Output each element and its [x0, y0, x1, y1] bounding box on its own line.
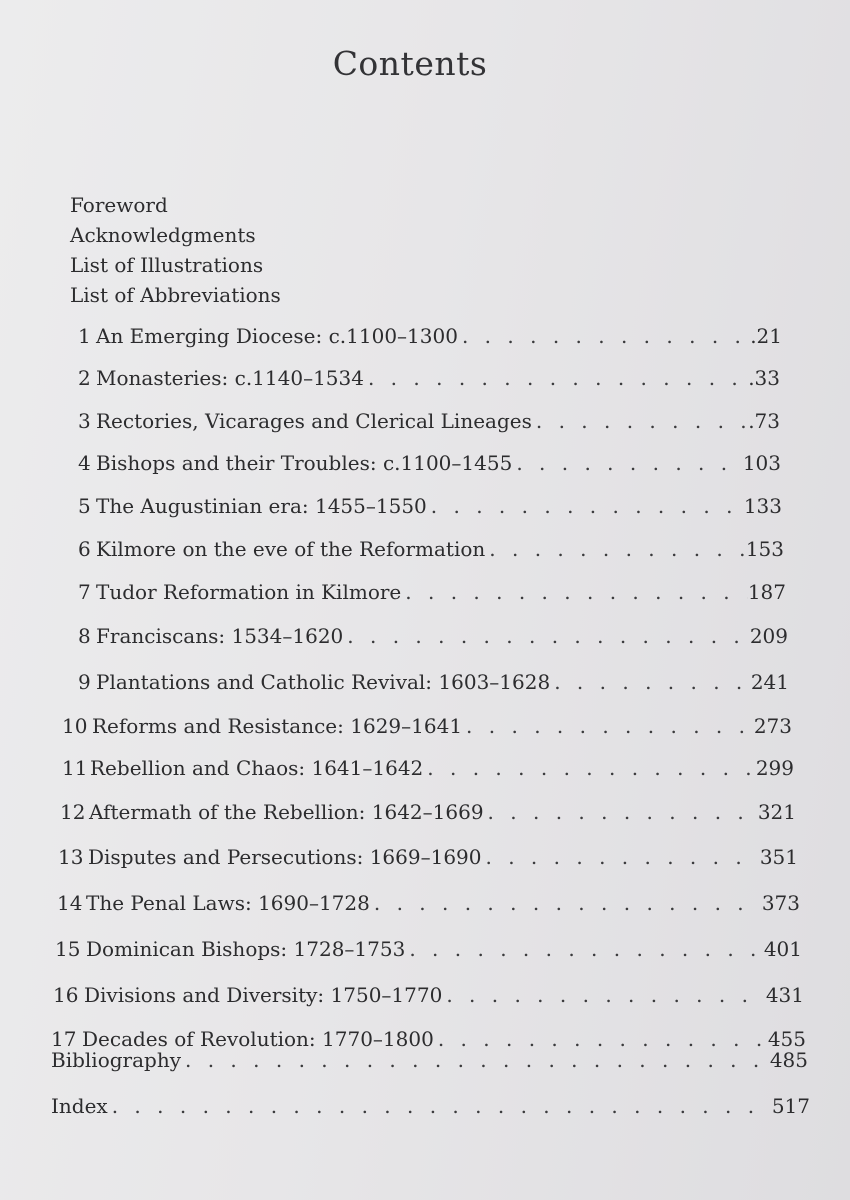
page-number: 299	[755, 756, 794, 780]
dot-leader	[181, 1048, 770, 1072]
chapter-title: Kilmore on the eve of the Reformation	[96, 537, 486, 561]
chapter-title: Divisions and Diversity: 1750–1770	[84, 983, 443, 1007]
chapter-title: Reforms and Resistance: 1629–1641	[92, 714, 463, 738]
page-number: 431	[765, 983, 804, 1007]
toc-entry	[78, 624, 788, 648]
dot-leader	[364, 366, 748, 390]
dot-leader	[343, 624, 750, 648]
front-matter-item: List of Abbreviations	[70, 283, 281, 307]
toc-entry	[51, 1094, 810, 1118]
toc-entry	[78, 537, 784, 561]
page-number: 455	[767, 1027, 806, 1051]
chapter-number: 3	[78, 409, 91, 433]
chapter-title: The Penal Laws: 1690–1728	[86, 891, 370, 915]
dot-leader	[462, 714, 754, 738]
chapter-title: Dominican Bishops: 1728–1753	[86, 937, 406, 961]
chapter-title: Tudor Reformation in Kilmore	[96, 580, 402, 604]
chapter-title: An Emerging Diocese: c.1100–1300	[96, 324, 458, 348]
toc-entry	[62, 714, 792, 738]
dot-leader	[423, 756, 756, 780]
chapter-number: 11	[62, 756, 88, 780]
dot-leader	[405, 937, 763, 961]
page-number: 321	[757, 800, 796, 824]
toc-entry	[57, 891, 800, 915]
chapter-number: 14	[57, 891, 83, 915]
dot-leader	[532, 409, 748, 433]
page-number: 103	[742, 451, 781, 475]
section-title: Index	[51, 1094, 108, 1118]
page-number: 273	[753, 714, 792, 738]
chapter-number: 13	[58, 845, 84, 869]
dot-leader	[512, 451, 743, 475]
chapter-number: 6	[78, 537, 91, 561]
toc-entry	[53, 983, 804, 1007]
chapter-title: Aftermath of the Rebellion: 1642–1669	[89, 800, 484, 824]
section-title: Bibliography	[51, 1048, 181, 1072]
chapter-title: Rebellion and Chaos: 1641–1642	[90, 756, 424, 780]
chapter-number: 15	[55, 937, 81, 961]
front-matter-item: Foreword	[70, 193, 168, 217]
toc-entry	[51, 1048, 808, 1072]
chapter-title: Decades of Revolution: 1770–1800	[82, 1027, 434, 1051]
chapter-title: Disputes and Persecutions: 1669–1690	[88, 845, 482, 869]
page-number: .21	[750, 324, 782, 348]
dot-leader	[484, 800, 758, 824]
chapter-number: 8	[78, 624, 91, 648]
dot-leader	[458, 324, 750, 348]
page-number: 517	[771, 1094, 810, 1118]
toc-entry	[78, 670, 789, 694]
page-number: 373	[761, 891, 800, 915]
toc-entry	[62, 756, 794, 780]
chapter-number: 4	[78, 451, 91, 475]
toc-entry	[78, 366, 780, 390]
chapter-number: 10	[62, 714, 88, 738]
page-number: .73	[748, 409, 780, 433]
chapter-number: 5	[78, 494, 91, 518]
chapter-number: 17	[51, 1027, 77, 1051]
chapter-title: The Augustinian era: 1455–1550	[96, 494, 427, 518]
toc-entry	[78, 494, 782, 518]
dot-leader	[442, 983, 766, 1007]
chapter-title: Bishops and their Troubles: c.1100–1455	[96, 451, 513, 475]
chapter-title: Rectories, Vicarages and Clerical Lineages	[96, 409, 532, 433]
page-number: 133	[743, 494, 782, 518]
page-number: 153	[745, 537, 784, 561]
dot-leader	[427, 494, 744, 518]
toc-entry	[78, 409, 780, 433]
dot-leader	[482, 845, 760, 869]
chapter-number: 12	[60, 800, 86, 824]
page-number: 485	[769, 1048, 808, 1072]
toc-entry	[78, 451, 781, 475]
page-number: 241	[750, 670, 789, 694]
chapter-number: 16	[53, 983, 79, 1007]
toc-entry	[78, 580, 786, 604]
chapter-number: 7	[78, 580, 91, 604]
chapter-number: 2	[78, 366, 91, 390]
page-number: 187	[747, 580, 786, 604]
page-title: Contents	[332, 44, 488, 83]
chapter-title: Franciscans: 1534–1620	[96, 624, 344, 648]
front-matter-item: List of Illustrations	[70, 253, 264, 277]
toc-entry	[60, 800, 796, 824]
chapter-title: Monasteries: c.1140–1534	[96, 366, 364, 390]
toc-entry	[78, 324, 782, 348]
front-matter-item: Acknowledgments	[70, 223, 256, 247]
toc-entry	[58, 845, 798, 869]
dot-leader	[485, 537, 746, 561]
page-number: .33	[748, 366, 780, 390]
chapter-number: 9	[78, 670, 91, 694]
page-number: 401	[763, 937, 802, 961]
dot-leader	[370, 891, 762, 915]
chapter-title: Plantations and Catholic Revival: 1603–1628	[96, 670, 551, 694]
page-number: 209	[749, 624, 788, 648]
chapter-number: 1	[78, 324, 91, 348]
page-number: 351	[759, 845, 798, 869]
dot-leader	[550, 670, 751, 694]
dot-leader	[108, 1094, 772, 1118]
dot-leader	[401, 580, 748, 604]
toc-entry	[55, 937, 802, 961]
